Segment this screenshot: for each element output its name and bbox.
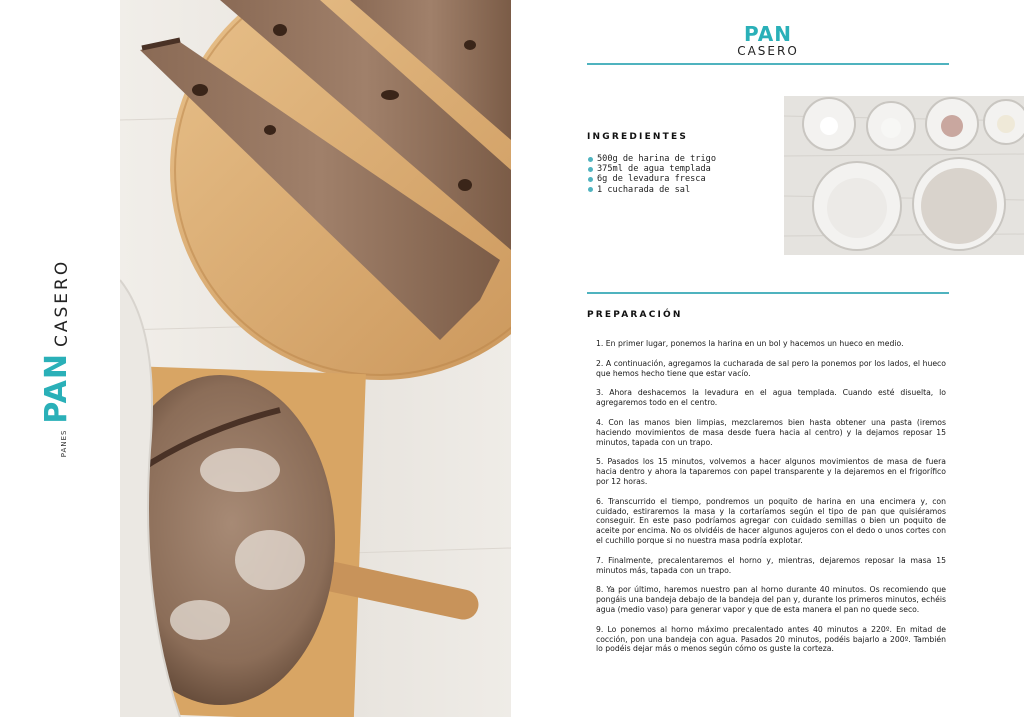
ingredients-heading: INGREDIENTES — [587, 132, 689, 142]
header-divider — [587, 63, 949, 65]
ingredient-item: 375ml de agua templada — [588, 164, 716, 174]
side-title-main: PAN — [39, 353, 74, 424]
step-text: 5. Pasados los 15 minutos, volvemos a hacer algunos movimientos de masa de fuera hacia dentro y ahora la taparemos con papel transparente y la dejaremos en el frigorífico por 12 horas. — [596, 457, 946, 486]
ingredient-item: 1 cucharada de sal — [588, 185, 716, 195]
side-title-sub: CASERO — [52, 258, 72, 347]
step-text: 2. A continuación, agregamos la cucharada de sal pero la ponemos por los lados, el hueco que hemos hecho tiene que estar vacío. — [596, 358, 946, 378]
ingredients-photo — [784, 96, 1024, 255]
preparation-divider — [587, 292, 949, 294]
step-text: 6. Transcurrido el tiempo, pondremos un poquito de harina en una encimera y, con cuidado, estiraremos la masa y la cortaríamos según el tipo de pan que quisiéramos conseguir. En este paso podríamos agregar con cuidado semillas o bien un poquito de aceite por encima. No os olvidéis de hacer algunos agujeros con el dedo o unos cortes con el cuchillo porque si no nuestra masa podría explotar. — [596, 496, 946, 545]
side-category: PANES — [60, 429, 68, 458]
step-text: 7. Finalmente, precalentaremos el horno y, mientras, dejaremos reposar la masa 15 minutos más, tapada con un trapo. — [596, 555, 946, 575]
preparation-heading: PREPARACIÓN — [587, 310, 683, 320]
ingredients-list — [588, 154, 716, 195]
ingredient-item: 500g de harina de trigo — [588, 154, 716, 164]
side-title — [20, 258, 94, 458]
step-text: 1. En primer lugar, ponemos la harina en un bol y hacemos un hueco en medio. — [596, 339, 904, 348]
bullet-icon — [588, 157, 593, 162]
bullet-icon — [588, 167, 593, 172]
bullet-icon — [588, 187, 593, 192]
step-text: 3. Ahora deshacemos la levadura en el agua templada. Cuando esté disuelta, lo agregaremos todo en el centro. — [596, 388, 946, 408]
bullet-icon — [588, 177, 593, 182]
bread-photo — [120, 0, 511, 717]
page-title-main: PAN — [743, 22, 793, 46]
preparation-steps — [596, 339, 946, 664]
page-title — [587, 24, 949, 58]
bread-photo-illustration — [120, 0, 511, 717]
side-title-rotated — [39, 258, 74, 458]
ingredients-photo-illustration — [784, 96, 1024, 255]
step-text: 8. Ya por último, haremos nuestro pan al horno durante 40 minutos. Os recomiendo que pongáis una bandeja debajo de la bandeja del pan y, durante los primeros minutos, echéis agua (medio vaso) para generar vapor y que de esta manera el pan no quede seco. — [596, 585, 946, 614]
step-text: 9. Lo ponemos al horno máximo precalentado antes 40 minutos a 220º. En mitad de cocción, pon una bandeja con agua. Pasados 20 minutos, podéis bajarlo a 200º. También lo podéis dejar más o menos según cómo os guste la corteza. — [596, 624, 946, 654]
ingredient-item: 6g de levadura fresca — [588, 174, 716, 184]
page-title-sub: CASERO — [737, 44, 799, 58]
step-text: 4. Con las manos bien limpias, mezclaremos bien hasta obtener una pasta (iremos haciendo movimientos de masa desde fuera hacia al centro) y la dejamos reposar 15 minutos, tapada con un trapo. — [596, 417, 946, 447]
